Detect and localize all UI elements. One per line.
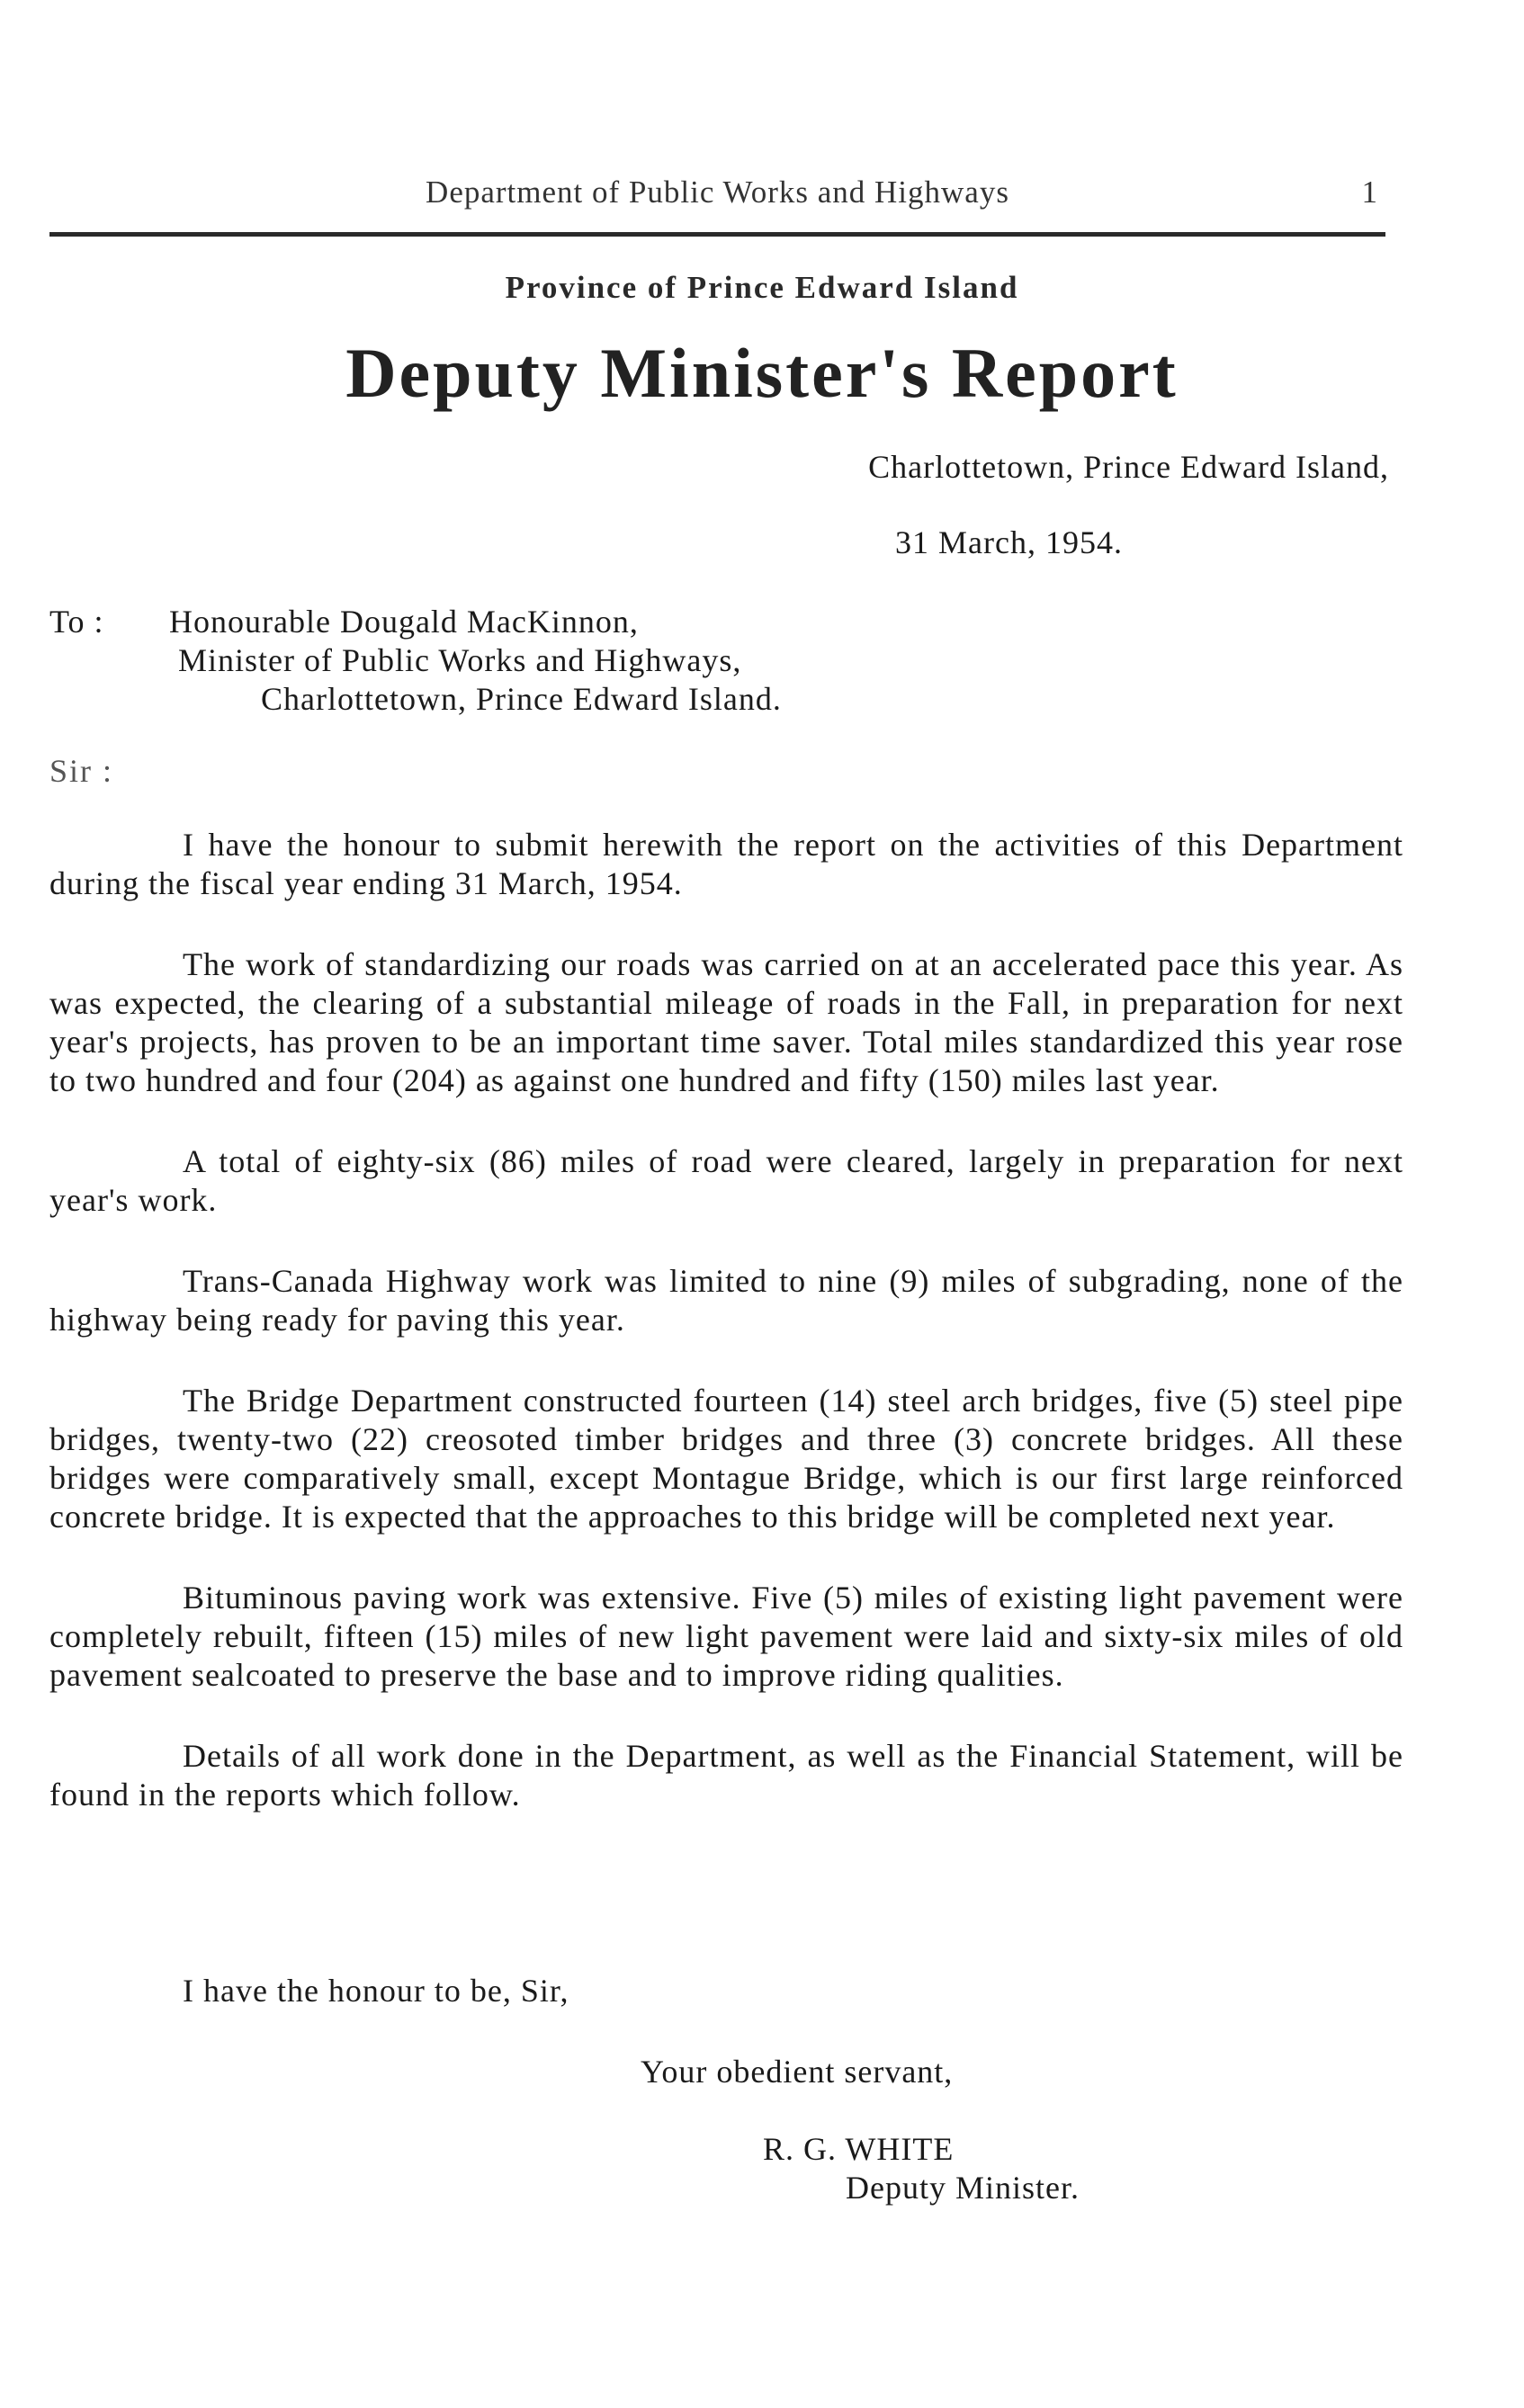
paragraph-trans-canada: Trans-Canada Highway work was limited to nine (9) miles of subgrading, none of the highway being ready for paving this year. xyxy=(49,1263,1403,1338)
signature-title: Deputy Minister. xyxy=(846,2170,1080,2206)
closing-honour: I have the honour to be, Sir, xyxy=(183,1973,569,2009)
paragraph-submission: I have the honour to submit herewith the report on the activities of this Department during the fiscal year ending 31 March, 1954. xyxy=(49,827,1403,901)
running-head-title: Department of Public Works and Highways xyxy=(426,175,1009,210)
header-rule xyxy=(49,232,1385,237)
page-number: 1 xyxy=(1361,175,1378,210)
paragraph-bridges: The Bridge Department constructed fourteen (14) steel arch bridges, five (5) steel pipe bridges, twenty-two (22) creosoted timber bridges and three (3) concrete bridges. All these bridges were comparatively small, except Montague Bridge, which is our first large reinforced concrete bridge. It is expected that the approaches to this bridge will be completed next year. xyxy=(49,1383,1403,1535)
paragraph-details: Details of all work done in the Department, as well as the Financial Statement, will be found in the reports which follow. xyxy=(49,1738,1403,1813)
dateline-date: 31 March, 1954. xyxy=(895,524,1123,560)
closing-servant: Your obedient servant, xyxy=(641,2054,954,2090)
salutation: Sir : xyxy=(49,753,114,789)
dateline-place: Charlottetown, Prince Edward Island, xyxy=(868,449,1389,485)
signature-name: R. G. WHITE xyxy=(763,2131,955,2167)
province-line: Province of Prince Edward Island xyxy=(505,270,1019,305)
paragraph-clearing: A total of eighty-six (86) miles of road were cleared, largely in preparation for next year's work. xyxy=(49,1143,1403,1218)
address-line-3: Charlottetown, Prince Edward Island. xyxy=(261,681,782,717)
report-title: Deputy Minister's Report xyxy=(345,334,1179,412)
address-to-label: To : xyxy=(49,604,104,640)
address-line-1: Honourable Dougald MacKinnon, xyxy=(169,604,639,640)
report-body xyxy=(49,826,1403,1857)
running-head xyxy=(49,175,1385,219)
paragraph-standardizing: The work of standardizing our roads was carried on at an accelerated pace this year. As was expected, the clearing of a substantial mileage of roads in the Fall, in preparation for next year's projects, has proven to be an important time saver. Total miles standardized this year rose to two hundred and four (204) as against one hundred and fifty (150) miles last year. xyxy=(49,946,1403,1098)
paragraph-paving: Bituminous paving work was extensive. Five (5) miles of existing light pavement were completely rebuilt, fifteen (15) miles of new light pavement were laid and sixty-six miles of old pavement sealcoated to preserve the base and to improve riding qualities. xyxy=(49,1580,1403,1693)
address-line-2: Minister of Public Works and Highways, xyxy=(178,642,742,678)
